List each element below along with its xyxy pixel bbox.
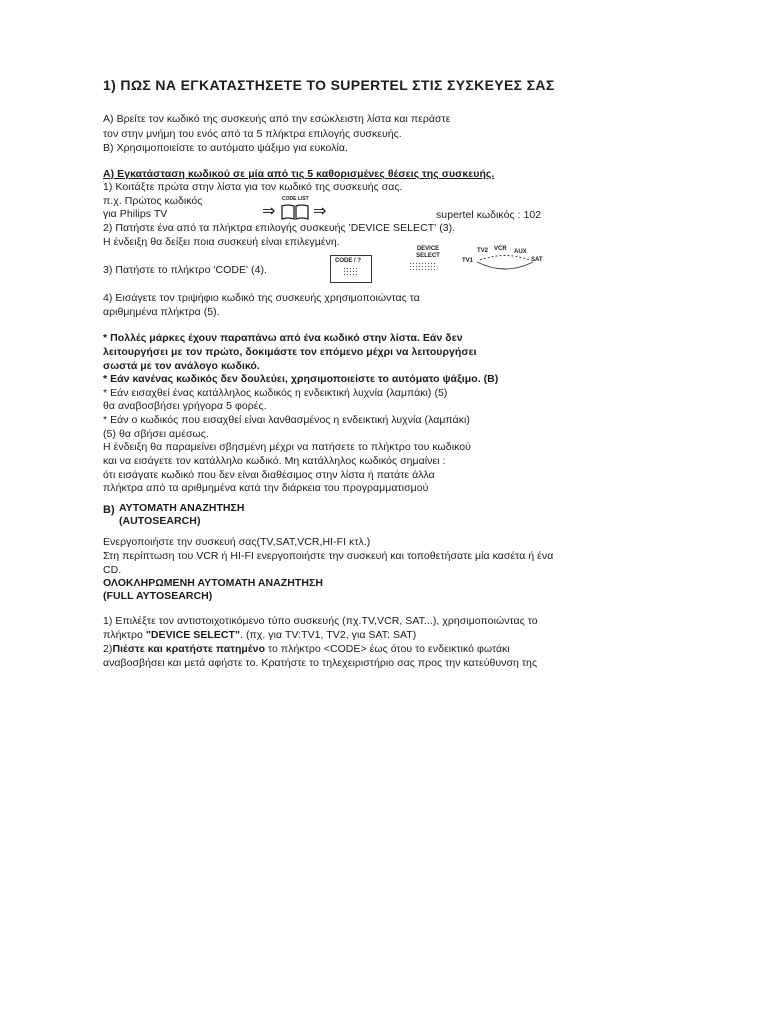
paragraph-line: και να εισάγετε τον κατάλληλο κωδικό. Μη κατάλληλος κωδικός σημαίνει : <box>103 455 446 467</box>
autosearch-line: CD. <box>103 564 122 576</box>
note-line: * Πολλές μάρκες έχουν παραπάνω από ένα κωδικό στην λίστα. Εάν δεν <box>103 332 463 344</box>
device-label-aux: AUX <box>514 249 527 255</box>
step-2: 2) Πατήστε ένα από τα πλήκτρα επιλογής συσκευής 'DEVICE SELECT' (3). <box>103 222 456 234</box>
full-step-1-pre: πλήκτρο <box>103 629 146 641</box>
device-select-keys-icon <box>409 262 437 272</box>
device-label-vcr: VCR <box>494 246 507 252</box>
step-1: 1) Κοιτάξτε πρώτα στην λίστα για τον κωδικό της συσκευής σας. <box>103 181 403 193</box>
section-b-heading: ΑΥΤΟΜΑΤΗ ΑΝΑΖΗΤΗΣΗ <box>119 502 245 514</box>
note-line: λειτουργήσει με τον πρώτο, δοκιμάστε τον επόμενο μέχρι να λειτουργήσει <box>103 346 477 358</box>
supertel-code: supertel κωδικός : 102 <box>436 209 542 221</box>
note-line: * Εάν εισαχθεί ένας κατάλληλος κωδικός η ενδεικτική λυχνία (λαμπάκι) (5) <box>103 387 448 399</box>
full-step-2-cont: αναβοσβήσει και μετά αφήστε το. Κρατήστε το τηλεχειριστήριο σας προς την κατεύθυνση της <box>103 657 538 669</box>
code-list-book-icon <box>281 204 309 220</box>
step-4-cont: αριθμημένα πλήκτρα (5). <box>103 306 220 318</box>
press-hold-bold: Πιέστε και κρατήστε πατημένο <box>112 643 266 655</box>
device-select-arc-icon <box>474 254 536 276</box>
note-line: * Εάν ο κωδικός που εισαχθεί είναι λανθασμένος η ενδεικτική λυχνία (λαμπάκι) <box>103 414 470 426</box>
arrow-icon: ⇒ <box>313 203 327 220</box>
full-step-1-post: . (πχ. για TV:TV1, TV2, για SAT: SAT) <box>240 629 417 641</box>
code-key-illustration <box>330 255 372 283</box>
paragraph-line: ότι εισάγατε κωδικό που δεν είναι διαθέσιμος στην λίστα ή πατάτε άλλα <box>103 469 435 481</box>
paragraph-line: πλήκτρα από τα αριθμημένα κατά την διάρκεια του προγραμματισμού <box>103 482 429 494</box>
device-label-tv1: TV1 <box>462 258 474 264</box>
device-select-label: DEVICE SELECT <box>416 246 440 259</box>
code-key-icon <box>343 267 359 277</box>
intro-line: B) Χρησιμοποιείστε το αυτόματο ψάξιμο για ευκολία. <box>103 142 348 154</box>
note-line: σωστά με τον ανάλογο κωδικό. <box>103 360 260 372</box>
section-b-heading-sub: (AUTOSEARCH) <box>119 515 201 527</box>
full-search-heading: ΟΛΟΚΛΗΡΩΜΕΝΗ ΑΥΤΟΜΑΤΗ ΑΝΑΖΗΤΗΣΗ <box>103 577 323 589</box>
full-search-heading-sub: (FULL AYTOSEARCH) <box>103 590 213 602</box>
step-3: 3) Πατήστε το πλήκτρο 'CODE' (4). <box>103 264 267 276</box>
step-4: 4) Εισάγετε τον τριψήφιο κωδικό της συσκευής χρησιμοποιώντας τα <box>103 292 420 304</box>
note-line: (5) θα σβήσει αμέσως. <box>103 428 209 440</box>
full-step-2-num: 2) <box>103 643 113 655</box>
full-step-2-post: το πλήκτρο <CODE> έως ότου το ενδεικτικό φωτάκι <box>265 643 510 655</box>
arrow-icon: ⇒ <box>262 203 276 220</box>
device-label-tv2: TV2 <box>477 248 489 254</box>
note-line: * Εάν κανένας κωδικός δεν δουλεύει, χρησιμοποιείστε το αυτόματο ψάξιμο. (B) <box>103 373 499 385</box>
step-2-note: Η ένδειξη θα δείξει ποια συσκευή είναι επιλεγμένη. <box>103 236 340 248</box>
page-title: 1) ΠΩΣ ΝΑ ΕΓΚΑΤΑΣΤΗΣΕΤΕ ΤΟ SUPERTEL ΣΤΙΣ ΣΥΣΚΕΥΕΣ ΣΑΣ <box>103 77 555 93</box>
device-select-bold: "DEVICE SELECT" <box>145 629 241 641</box>
paragraph-line: Η ένδειξη θα παραμείνει σβησμένη μέχρι να πατήσετε το πλήκτρο του κωδικού <box>103 441 471 453</box>
section-a-heading: A) Εγκατάσταση κωδικού σε μία από τις 5 καθορισμένες θέσεις της συσκευής. <box>103 168 495 180</box>
full-step-1-cont <box>103 629 416 642</box>
code-list-label: CODE LIST <box>282 196 309 202</box>
intro-line: τον στην μνήμη του ενός από τα 5 πλήκτρα επιλογής συσκευής. <box>103 128 402 140</box>
example-line: π.χ. Πρώτος κωδικός <box>103 195 203 207</box>
full-step-2 <box>103 643 510 656</box>
device-label-sat: SAT <box>531 257 543 263</box>
autosearch-line: Ενεργοποιήστε την συσκευή σας(TV,SAT,VCR,HI-FI κτλ.) <box>103 536 371 548</box>
intro-line: A) Βρείτε τον κωδικό της συσκευής από την εσώκλειστη λίστα και περάστε <box>103 113 451 125</box>
section-b-label: B) <box>103 504 115 516</box>
full-step-1: 1) Επιλέξτε τον αντιστοιχοτικόμενο τύπο συσκευής (πχ.TV,VCR, SAT...), χρησιμοποιώντας το <box>103 615 538 627</box>
code-key-label: CODE / ? <box>335 258 362 264</box>
example-line: για Philips TV <box>103 208 168 220</box>
note-line: θα αναβοσβήσει γρήγορα 5 φορές. <box>103 400 267 412</box>
autosearch-line: Στη περίπτωση του VCR ή HI-FI ενεργοποιήστε την συσκευή και τοποθετήσατε μία κασέτα ή ένα <box>103 550 554 562</box>
